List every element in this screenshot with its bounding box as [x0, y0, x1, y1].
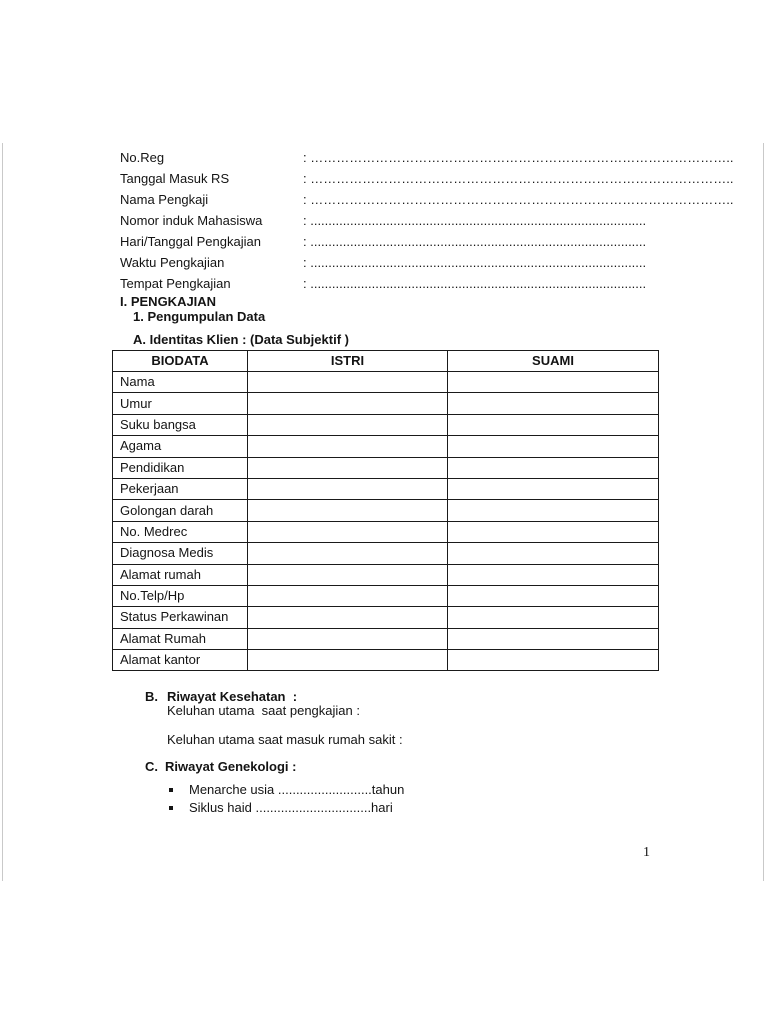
suami-cell — [448, 585, 659, 606]
row-label: Alamat rumah — [113, 564, 248, 585]
column-header-istri: ISTRI — [248, 351, 448, 372]
riwayat-genekologi-letter: C. — [145, 759, 158, 774]
field-label: Nama Pengkaji — [120, 192, 209, 207]
field-dotted-value: : …………………………………………………………………………………….. — [303, 150, 734, 165]
field-nomor-induk-mahasiswa — [120, 210, 655, 231]
suami-cell — [448, 436, 659, 457]
istri-cell — [248, 521, 448, 542]
field-dotted-value: : ............................................................................................. — [303, 276, 647, 291]
row-label: Alamat Rumah — [113, 628, 248, 649]
field-dotted-value: : ............................................................................................. — [303, 234, 647, 249]
istri-cell — [248, 478, 448, 499]
istri-cell — [248, 500, 448, 521]
istri-cell — [248, 607, 448, 628]
field-dotted-value: : …………………………………………………………………………………….. — [303, 192, 734, 207]
table-row — [113, 457, 659, 478]
field-dotted-value: : …………………………………………………………………………………….. — [303, 171, 734, 186]
istri-cell — [248, 585, 448, 606]
table-row — [113, 478, 659, 499]
field-tanggal-masuk-rs — [120, 168, 734, 189]
suami-cell — [448, 393, 659, 414]
suami-cell — [448, 650, 659, 671]
row-label: No.Telp/Hp — [113, 585, 248, 606]
table-row — [113, 500, 659, 521]
row-label: Pekerjaan — [113, 478, 248, 499]
istri-cell — [248, 393, 448, 414]
row-label: Agama — [113, 436, 248, 457]
suami-cell — [448, 457, 659, 478]
riwayat-kesehatan-title: Riwayat Kesehatan : — [167, 689, 298, 704]
table-row — [113, 607, 659, 628]
table-row — [113, 650, 659, 671]
suami-cell — [448, 521, 659, 542]
keluhan-saat-masuk-rs: Keluhan utama saat masuk rumah sakit : — [167, 732, 403, 747]
suami-cell — [448, 628, 659, 649]
table-row — [113, 628, 659, 649]
row-label: Status Perkawinan — [113, 607, 248, 628]
square-bullet-icon — [169, 788, 173, 792]
page-edge-right — [763, 143, 764, 881]
istri-cell — [248, 628, 448, 649]
section-subtitle: 1. Pengumpulan Data — [133, 309, 266, 324]
keluhan-saat-pengkajian: Keluhan utama saat pengkajian : — [167, 703, 360, 718]
istri-cell — [248, 650, 448, 671]
row-label: Umur — [113, 393, 248, 414]
field-nama-pengkaji — [120, 189, 734, 210]
suami-cell — [448, 478, 659, 499]
field-label: Nomor induk Mahasiswa — [120, 213, 263, 228]
istri-cell — [248, 436, 448, 457]
istri-cell — [248, 457, 448, 478]
suami-cell — [448, 607, 659, 628]
row-label: No. Medrec — [113, 521, 248, 542]
istri-cell — [248, 564, 448, 585]
page-edge-left — [2, 143, 3, 881]
istri-cell — [248, 414, 448, 435]
field-hari-tanggal-pengkajian — [120, 231, 655, 252]
table-row — [113, 372, 659, 393]
column-header-suami: SUAMI — [448, 351, 659, 372]
suami-cell — [448, 543, 659, 564]
row-label: Nama — [113, 372, 248, 393]
field-label: Tempat Pengkajian — [120, 276, 231, 291]
page-number: 1 — [643, 845, 650, 860]
table-row — [113, 543, 659, 564]
column-header-biodata: BIODATA — [113, 351, 248, 372]
riwayat-kesehatan-letter: B. — [145, 689, 158, 704]
section-title: I. PENGKAJIAN — [120, 294, 217, 309]
table-row — [113, 564, 659, 585]
table-row — [113, 585, 659, 606]
field-no-reg — [120, 147, 734, 168]
row-label: Alamat kantor — [113, 650, 248, 671]
field-dotted-value: : ............................................................................................. — [303, 213, 647, 228]
table-row — [113, 414, 659, 435]
square-bullet-icon — [169, 806, 173, 810]
suami-cell — [448, 372, 659, 393]
row-label: Diagnosa Medis — [113, 543, 248, 564]
table-row — [113, 393, 659, 414]
header-fields — [120, 147, 734, 294]
field-label: Tanggal Masuk RS — [120, 171, 230, 186]
field-label: Waktu Pengkajian — [120, 255, 225, 270]
field-tempat-pengkajian — [120, 273, 655, 294]
field-waktu-pengkajian — [120, 252, 655, 273]
suami-cell — [448, 564, 659, 585]
row-label: Suku bangsa — [113, 414, 248, 435]
siklus-haid-item: Siklus haid ................................hari — [189, 800, 393, 815]
field-label: Hari/Tanggal Pengkajian — [120, 234, 261, 249]
field-dotted-value: : ............................................................................................. — [303, 255, 647, 270]
menarche-usia-item: Menarche usia ..........................tahun — [189, 782, 405, 797]
istri-cell — [248, 372, 448, 393]
istri-cell — [248, 543, 448, 564]
table-row — [113, 436, 659, 457]
suami-cell — [448, 500, 659, 521]
row-label: Pendidikan — [113, 457, 248, 478]
identitas-title: A. Identitas Klien : (Data Subjektif ) — [133, 332, 349, 347]
row-label: Golongan darah — [113, 500, 248, 521]
suami-cell — [448, 414, 659, 435]
biodata-table — [112, 350, 659, 671]
riwayat-genekologi-title: Riwayat Genekologi : — [165, 759, 297, 774]
table-header-row — [113, 351, 659, 372]
field-label: No.Reg — [120, 150, 165, 165]
table-row — [113, 521, 659, 542]
